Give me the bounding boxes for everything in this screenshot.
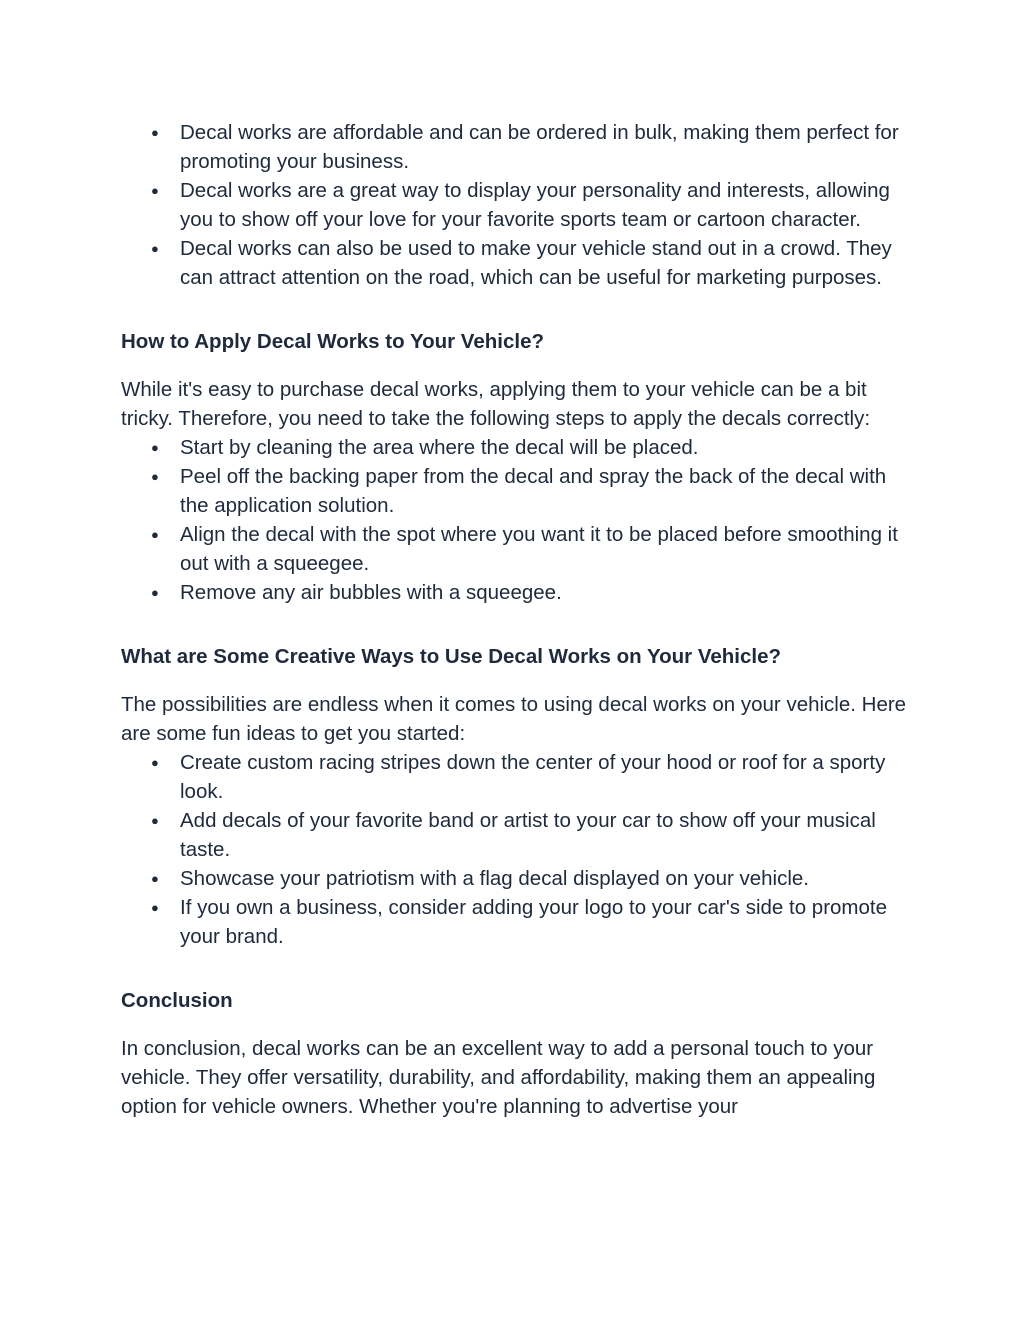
list-item: ● Add decals of your favorite band or artist to your car to show off your musical taste. xyxy=(121,806,911,864)
list-item: ● Decal works are affordable and can be ordered in bulk, making them perfect for promoting your business. xyxy=(121,118,911,176)
creative-ideas-list xyxy=(121,748,911,951)
conclusion-paragraph: In conclusion, decal works can be an excellent way to add a personal touch to your vehicle. They offer versatility, durability, and affordability, making them an appealing option for vehicle owners. Whether you're planning to advertise your xyxy=(121,1037,876,1118)
document-page xyxy=(121,118,911,1121)
list-item: ● If you own a business, consider adding your logo to your car's side to promote your brand. xyxy=(121,893,911,951)
list-item: ● Start by cleaning the area where the decal will be placed. xyxy=(121,433,911,462)
list-item: ● Align the decal with the spot where you want it to be placed before smoothing it out with a squeegee. xyxy=(121,520,911,578)
list-item: ● Showcase your patriotism with a flag decal displayed on your vehicle. xyxy=(121,864,911,893)
list-item: ● Remove any air bubbles with a squeegee. xyxy=(121,578,911,607)
benefits-list xyxy=(121,118,911,292)
apply-steps-list xyxy=(121,433,911,607)
section-heading-apply: How to Apply Decal Works to Your Vehicle? xyxy=(121,330,544,353)
list-item: ● Peel off the backing paper from the decal and spray the back of the decal with the application solution. xyxy=(121,462,911,520)
list-item: ● Create custom racing stripes down the center of your hood or roof for a sporty look. xyxy=(121,748,911,806)
section-heading-creative: What are Some Creative Ways to Use Decal Works on Your Vehicle? xyxy=(121,645,782,668)
section-intro-apply: While it's easy to purchase decal works, applying them to your vehicle can be a bit tricky. Therefore, you need to take the following steps to apply the decals correctly: xyxy=(121,378,871,430)
list-item: ● Decal works are a great way to display your personality and interests, allowing you to show off your love for your favorite sports team or cartoon character. xyxy=(121,176,911,234)
list-item: ● Decal works can also be used to make your vehicle stand out in a crowd. They can attract attention on the road, which can be useful for marketing purposes. xyxy=(121,234,911,292)
section-intro-creative: The possibilities are endless when it comes to using decal works on your vehicle. Here are some fun ideas to get you started: xyxy=(121,693,907,745)
section-heading-conclusion: Conclusion xyxy=(121,989,233,1012)
